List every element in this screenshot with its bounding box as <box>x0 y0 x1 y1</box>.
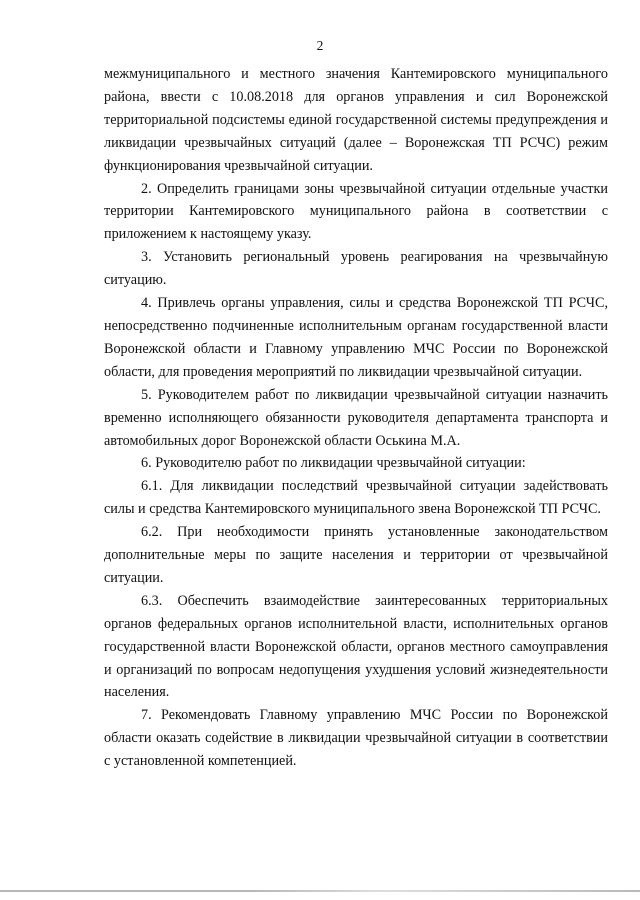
document-body <box>104 63 608 773</box>
page-number: 2 <box>316 38 324 53</box>
paragraph-item-6-2: 6.2. При необходимости принять установленные законодательством дополнительные меры по защите населения и территории от чрезвычайной ситуации. <box>104 524 608 586</box>
paragraph-continuation: межмуниципального и местного значения Кантемировского муниципального района, ввести с 10.08.2018 для органов управления и сил Воронежской территориальной подсистемы единой государственной системы предупреждения и ликвидации чрезвычайных ситуаций (далее – Воронежская ТП РСЧС) режим функционирования чрезвычайной ситуации. <box>104 66 608 174</box>
paragraph-item-6-3: 6.3. Обеспечить взаимодействие заинтересованных территориальных органов федеральных органов исполнительной власти, исполнительных органов государственной власти Воронежской области, органов местного самоуправления и организаций по вопросам недопущения ухудшения условий жизнедеятельности населения. <box>104 592 608 701</box>
paragraph-item-6: 6. Руководителю работ по ликвидации чрезвычайной ситуации: <box>141 455 526 472</box>
paragraph-item-2: 2. Определить границами зоны чрезвычайной ситуации отдельные участки территории Кантемировского муниципального района в соответствии с приложением к настоящему указу. <box>104 180 608 243</box>
paragraph-item-3: 3. Установить региональный уровень реагирования на чрезвычайную ситуацию. <box>104 249 608 289</box>
scan-bottom-edge <box>0 890 640 892</box>
paragraph-item-4: 4. Привлечь органы управления, силы и средства Воронежской ТП РСЧС, непосредственно подчиненные исполнительным органам государственной власти Воронежской области и Главному управлению МЧС России по Воронежской области, для проведения мероприятий по ликвидации чрезвычайной ситуации. <box>104 295 608 380</box>
paragraph-item-7: 7. Рекомендовать Главному управлению МЧС России по Воронежской области оказать содействие в ликвидации чрезвычайной ситуации в соответствии с установленной компетенцией. <box>104 707 608 770</box>
paragraph-item-5: 5. Руководителем работ по ликвидации чрезвычайной ситуации назначить временно исполняющего обязанности руководителя департамента транспорта и автомобильных дорог Воронежской области Оськина М.А. <box>104 386 608 449</box>
paragraph-item-6-1: 6.1. Для ликвидации последствий чрезвычайной ситуации задействовать силы и средства Кантемировского муниципального звена Воронежской ТП РСЧС. <box>104 478 608 518</box>
